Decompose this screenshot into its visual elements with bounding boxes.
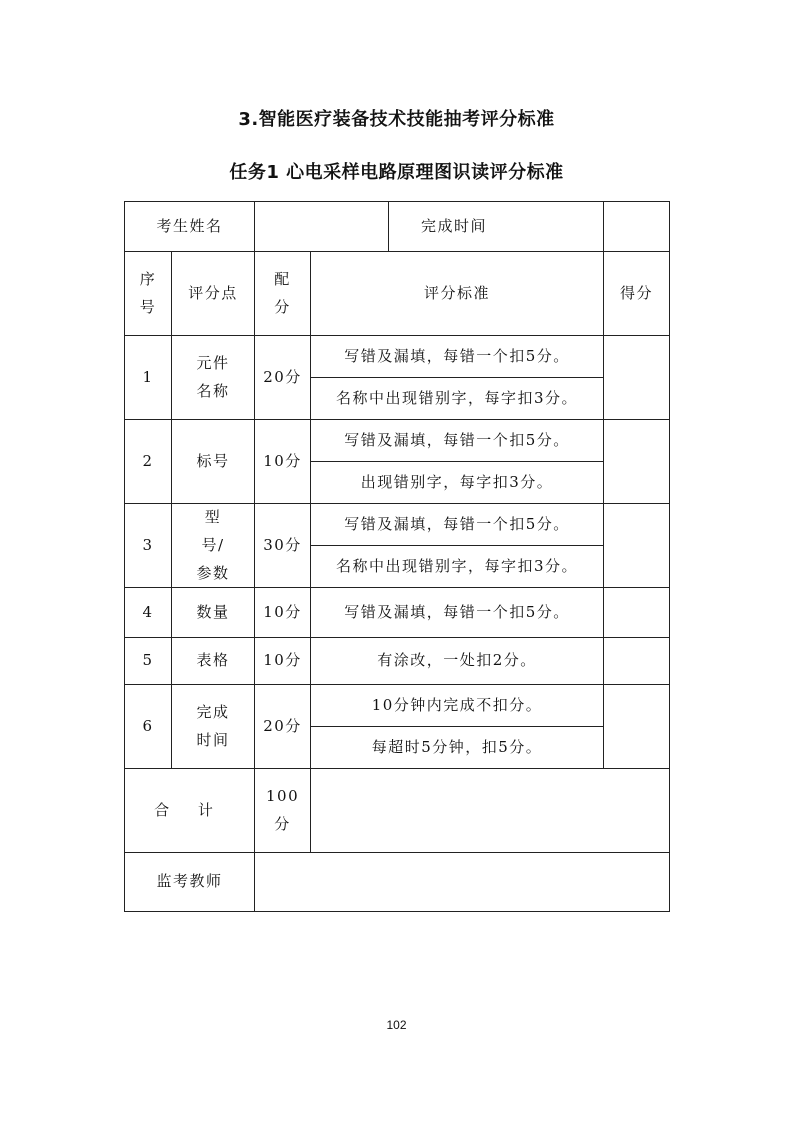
row-standard: 每超时5分钟，扣5分。 — [311, 727, 604, 769]
col-standard-header: 评分标准 — [311, 252, 604, 336]
examinee-name-label: 考生姓名 — [125, 202, 255, 252]
row-earned-field[interactable] — [604, 685, 670, 769]
row-score: 10分 — [255, 588, 311, 638]
table-row — [125, 504, 670, 546]
row-standard: 写错及漏填，每错一个扣5分。 — [311, 588, 604, 638]
examinee-name-field[interactable] — [255, 202, 389, 252]
row-earned-field[interactable] — [604, 588, 670, 638]
row-standard: 名称中出现错别字，每字扣3分。 — [311, 378, 604, 420]
row-point: 表格 — [172, 638, 255, 685]
col-score-header: 配分 — [255, 252, 311, 336]
scoring-table — [124, 201, 670, 912]
table-row — [125, 420, 670, 462]
col-earned-header: 得分 — [604, 252, 670, 336]
row-earned-field[interactable] — [604, 504, 670, 588]
document-title: 3.智能医疗装备技术技能抽考评分标准 — [238, 109, 555, 130]
document-subtitle: 任务1 心电采样电路原理图识读评分标准 — [229, 162, 564, 183]
row-seq: 1 — [125, 336, 172, 420]
row-seq: 4 — [125, 588, 172, 638]
row-point: 元件名称 — [172, 336, 255, 420]
total-score: 100分 — [255, 769, 311, 853]
total-row — [125, 769, 670, 853]
row-score: 20分 — [255, 336, 311, 420]
row-score: 10分 — [255, 638, 311, 685]
table-row — [125, 336, 670, 378]
table-row — [125, 685, 670, 727]
row-standard: 写错及漏填，每错一个扣5分。 — [311, 336, 604, 378]
row-standard: 名称中出现错别字，每字扣3分。 — [311, 546, 604, 588]
row-earned-field[interactable] — [604, 336, 670, 420]
table-row — [125, 588, 670, 638]
row-point: 完成时间 — [172, 685, 255, 769]
row-standard: 10分钟内完成不扣分。 — [311, 685, 604, 727]
col-point-header: 评分点 — [172, 252, 255, 336]
supervisor-row — [125, 853, 670, 912]
row-point: 标号 — [172, 420, 255, 504]
row-seq: 5 — [125, 638, 172, 685]
row-standard: 写错及漏填，每错一个扣5分。 — [311, 420, 604, 462]
row-score: 10分 — [255, 420, 311, 504]
row-standard: 有涂改，一处扣2分。 — [311, 638, 604, 685]
row-seq: 3 — [125, 504, 172, 588]
finish-time-field[interactable] — [604, 202, 670, 252]
row-point: 型号/参数 — [172, 504, 255, 588]
header-info-row — [125, 202, 670, 252]
row-seq: 6 — [125, 685, 172, 769]
total-label: 合 计 — [125, 769, 255, 853]
supervisor-field[interactable] — [255, 853, 670, 912]
total-earned-field[interactable] — [311, 769, 670, 853]
row-earned-field[interactable] — [604, 638, 670, 685]
row-standard: 出现错别字，每字扣3分。 — [311, 462, 604, 504]
row-earned-field[interactable] — [604, 420, 670, 504]
page-number: 102 — [386, 1018, 407, 1032]
supervisor-label: 监考教师 — [125, 853, 255, 912]
table-row — [125, 638, 670, 685]
row-seq: 2 — [125, 420, 172, 504]
row-score: 20分 — [255, 685, 311, 769]
row-standard: 写错及漏填，每错一个扣5分。 — [311, 504, 604, 546]
col-seq-header: 序号 — [125, 252, 172, 336]
row-point: 数量 — [172, 588, 255, 638]
column-header-row — [125, 252, 670, 336]
finish-time-label: 完成时间 — [389, 202, 604, 252]
row-score: 30分 — [255, 504, 311, 588]
